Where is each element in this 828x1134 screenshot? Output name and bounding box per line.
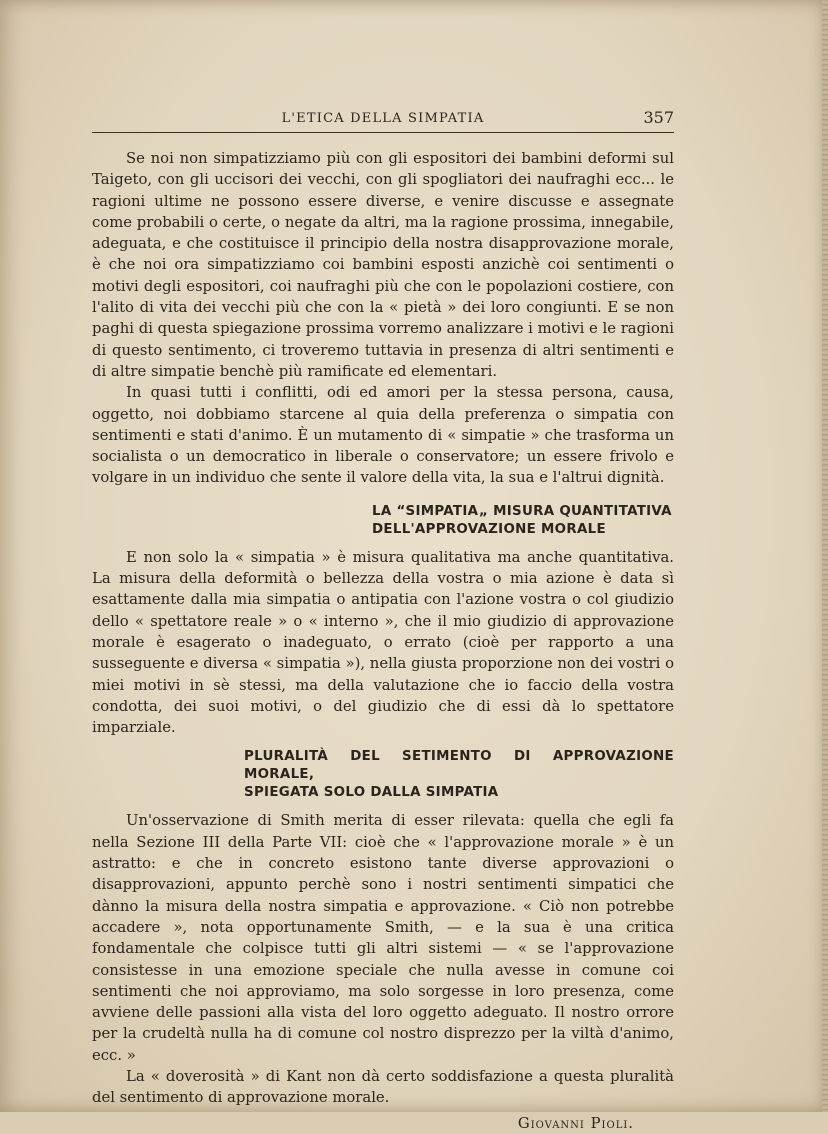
running-header bbox=[92, 108, 674, 134]
page-edge bbox=[822, 0, 828, 1112]
section-heading-2-line1: PLURALITÀ DEL SETIMENTO DI APPROVAZIONE MORALE, bbox=[244, 749, 674, 783]
page-number: 357 bbox=[643, 108, 674, 127]
paragraph: Un'osservazione di Smith merita di esser rilevata: quella che egli fa nella Sezione III della Parte VII: cioè che « l'approvazione morale » è un astratto: e che in concreto esistono tante diverse approvazioni o disapprovazioni, appunto perchè sono i nostri sentimenti simpatici che dànno la misura della nostra simpatia e approvazione. « Ciò non potrebbe accadere », nota opportunamente Smith, — e la sua è una critica fondamentale che colpisce tutti gli altri sistemi — « se l'approvazione consistesse in una emozione speciale che nulla avesse in comune coi sentimenti che noi approviamo, ma solo sorgesse in loro presenza, come avviene delle passioni alla vista del loro oggetto adeguato. Il nostro orrore per la crudeltà nulla ha di comune col nostro disprezzo per la viltà d'animo, ecc. » bbox=[92, 812, 674, 1064]
paragraph: Se noi non simpatizziamo più con gli espositori dei bambini deformi sul Taigeto, con gli uccisori dei vecchi, con gli spogliatori dei naufraghi ecc... le ragioni ultime ne possono essere diverse, e venire discusse e assegnate come probabili o certe, o negate da altri, ma la ragione prossima, innegabile, adeguata, e che costituisce il principio della nostra disapprovazione morale, è che noi ora simpatizziamo coi bambini esposti anzichè coi sentimenti o motivi degli espositori, coi naufraghi più che con le popolazioni costiere, con l'alito di vita dei vecchi più che con la « pietà » dei loro congiunti. E se non paghi di questa spiegazione prossima vorremo analizzare i motivi e le ragioni di questo sentimento, ci troveremo tuttavia in presenza di altri sentimenti e di altre simpatie benchè più ramificate ed elementari. bbox=[92, 150, 674, 380]
section-heading-1-line1: LA “SIMPATIA„ MISURA QUANTITATIVA bbox=[372, 503, 672, 519]
paragraph: E non solo la « simpatia » è misura qualitativa ma anche quantitativa. La misura della deformità o bellezza della vostra o mia azione è data sì esattamente dalla mia simpatia o antipatia con l'azione vostra o col giudizio dello « spettatore reale » o « interno », che il mio giudizio di approvazione morale è esagerato o inadeguato, o errato (cioè per rapporto a una susseguente e diversa « simpatia »), nella giusta proporzione non dei vostri o miei motivi in sè stessi, ma della valutazione che io faccio della vostra condotta, dei suoi motivi, o del giudizio che di essi dà lo spettatore imparziale. bbox=[92, 548, 674, 737]
signature-block bbox=[92, 1113, 674, 1134]
section-heading-2 bbox=[244, 748, 674, 802]
section-heading-2-line2: SPIEGATA SOLO DALLA SIMPATIA bbox=[244, 785, 499, 801]
page-body bbox=[92, 148, 674, 1134]
section-heading-1 bbox=[372, 503, 674, 539]
author-signature: Giovanni Pioli. bbox=[517, 1114, 634, 1132]
paragraph: La « doverosità » di Kant non dà certo soddisfazione a questa pluralità del sentimento di approvazione morale. bbox=[92, 1067, 674, 1107]
header-rule bbox=[92, 132, 674, 133]
running-title: L'ETICA DELLA SIMPATIA bbox=[281, 111, 485, 126]
paragraph: In quasi tutti i conflitti, odi ed amori per la stessa persona, causa, oggetto, noi dobbiamo starcene al quia della preferenza o simpatia con sentimenti e stati d'animo. È un mutamento di « simpatie » che trasforma un socialista o un democratico in liberale o conservatore; un essere frivolo e volgare in un individuo che sente il valore della vita, la sua e l'altrui dignità. bbox=[92, 384, 674, 487]
section-heading-1-line2: DELL'APPROVAZIONE MORALE bbox=[372, 521, 606, 537]
